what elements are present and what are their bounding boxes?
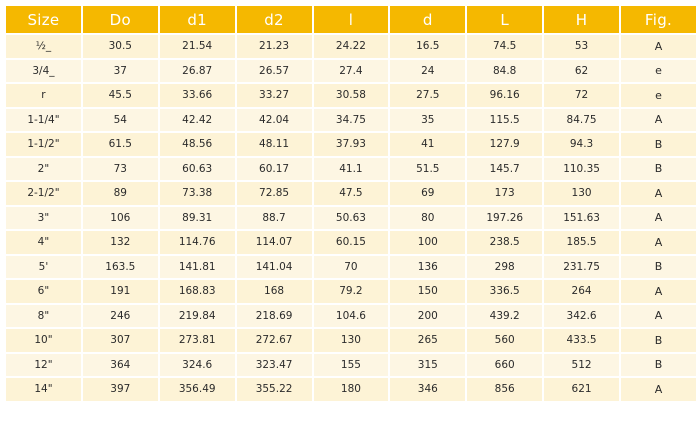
cell-l-lower: 27.4 [314, 60, 389, 83]
cell-l-lower: 47.5 [314, 182, 389, 205]
cell-do: 30.5 [83, 35, 158, 58]
cell-d1: 48.56 [160, 133, 235, 156]
cell-size: 2-1/2" [6, 182, 81, 205]
table-row [6, 329, 696, 352]
cell-d: 80 [390, 207, 465, 230]
cell-l-lower: 70 [314, 256, 389, 279]
cell-d: 69 [390, 182, 465, 205]
cell-do: 61.5 [83, 133, 158, 156]
cell-h: 342.6 [544, 305, 619, 328]
cell-size: r [6, 84, 81, 107]
cell-l-lower: 79.2 [314, 280, 389, 303]
cell-l-upper: 336.5 [467, 280, 542, 303]
cell-d: 16.5 [390, 35, 465, 58]
cell-size: 3/4_ [6, 60, 81, 83]
table-row [6, 182, 696, 205]
table-row [6, 256, 696, 279]
cell-d: 35 [390, 109, 465, 132]
cell-do: 73 [83, 158, 158, 181]
cell-d1: 60.63 [160, 158, 235, 181]
cell-h: 185.5 [544, 231, 619, 254]
cell-d: 41 [390, 133, 465, 156]
cell-size: 1-1/2" [6, 133, 81, 156]
cell-size: 10" [6, 329, 81, 352]
cell-d: 24 [390, 60, 465, 83]
cell-h: 110.35 [544, 158, 619, 181]
table-row [6, 133, 696, 156]
cell-h: 62 [544, 60, 619, 83]
cell-d2: 72.85 [237, 182, 312, 205]
cell-l-upper: 238.5 [467, 231, 542, 254]
cell-d2: 60.17 [237, 158, 312, 181]
cell-size: 3" [6, 207, 81, 230]
header-l-upper: L [467, 6, 542, 33]
table-row [6, 84, 696, 107]
cell-l-upper: 660 [467, 354, 542, 377]
cell-d1: 141.81 [160, 256, 235, 279]
cell-d2: 21.23 [237, 35, 312, 58]
cell-do: 54 [83, 109, 158, 132]
cell-d1: 168.83 [160, 280, 235, 303]
cell-do: 191 [83, 280, 158, 303]
cell-do: 132 [83, 231, 158, 254]
cell-d1: 73.38 [160, 182, 235, 205]
cell-h: 512 [544, 354, 619, 377]
cell-do: 163.5 [83, 256, 158, 279]
cell-l-upper: 298 [467, 256, 542, 279]
cell-l-lower: 155 [314, 354, 389, 377]
cell-do: 307 [83, 329, 158, 352]
cell-size: 5' [6, 256, 81, 279]
cell-d: 150 [390, 280, 465, 303]
cell-l-upper: 74.5 [467, 35, 542, 58]
cell-fig: B [621, 133, 696, 156]
cell-l-upper: 115.5 [467, 109, 542, 132]
cell-d2: 33.27 [237, 84, 312, 107]
header-size: Size [6, 6, 81, 33]
cell-d1: 356.49 [160, 378, 235, 401]
dimension-table [4, 4, 698, 403]
header-d: d [390, 6, 465, 33]
cell-d1: 33.66 [160, 84, 235, 107]
cell-size: 1-1/4" [6, 109, 81, 132]
cell-do: 89 [83, 182, 158, 205]
cell-l-lower: 50.63 [314, 207, 389, 230]
cell-d2: 141.04 [237, 256, 312, 279]
header-row [6, 6, 696, 33]
cell-size: 6" [6, 280, 81, 303]
table-row [6, 60, 696, 83]
table-row [6, 305, 696, 328]
cell-l-lower: 130 [314, 329, 389, 352]
header-d1: d1 [160, 6, 235, 33]
cell-l-lower: 180 [314, 378, 389, 401]
cell-d: 346 [390, 378, 465, 401]
cell-h: 264 [544, 280, 619, 303]
cell-l-upper: 145.7 [467, 158, 542, 181]
cell-h: 53 [544, 35, 619, 58]
cell-d2: 26.57 [237, 60, 312, 83]
cell-d1: 114.76 [160, 231, 235, 254]
cell-l-upper: 84.8 [467, 60, 542, 83]
cell-h: 84.75 [544, 109, 619, 132]
cell-d1: 89.31 [160, 207, 235, 230]
cell-d1: 21.54 [160, 35, 235, 58]
cell-d1: 42.42 [160, 109, 235, 132]
cell-d2: 48.11 [237, 133, 312, 156]
cell-fig: A [621, 305, 696, 328]
cell-do: 364 [83, 354, 158, 377]
cell-size: 14" [6, 378, 81, 401]
header-l-lower: l [314, 6, 389, 33]
cell-fig: B [621, 256, 696, 279]
cell-l-upper: 197.26 [467, 207, 542, 230]
cell-l-upper: 560 [467, 329, 542, 352]
header-do: Do [83, 6, 158, 33]
cell-l-lower: 30.58 [314, 84, 389, 107]
cell-do: 45.5 [83, 84, 158, 107]
cell-d2: 42.04 [237, 109, 312, 132]
table-row [6, 378, 696, 401]
cell-fig: B [621, 329, 696, 352]
cell-size: 4" [6, 231, 81, 254]
cell-l-lower: 60.15 [314, 231, 389, 254]
cell-fig: B [621, 158, 696, 181]
cell-fig: A [621, 280, 696, 303]
cell-l-lower: 24.22 [314, 35, 389, 58]
cell-l-lower: 41.1 [314, 158, 389, 181]
cell-d2: 272.67 [237, 329, 312, 352]
cell-do: 37 [83, 60, 158, 83]
table-row [6, 280, 696, 303]
table-header [6, 6, 696, 33]
cell-l-upper: 96.16 [467, 84, 542, 107]
cell-size: ½_ [6, 35, 81, 58]
cell-l-upper: 439.2 [467, 305, 542, 328]
cell-d1: 26.87 [160, 60, 235, 83]
cell-h: 231.75 [544, 256, 619, 279]
cell-do: 397 [83, 378, 158, 401]
cell-d2: 114.07 [237, 231, 312, 254]
cell-size: 12" [6, 354, 81, 377]
table-row [6, 158, 696, 181]
cell-fig: e [621, 84, 696, 107]
cell-d2: 218.69 [237, 305, 312, 328]
cell-d2: 88.7 [237, 207, 312, 230]
cell-l-upper: 856 [467, 378, 542, 401]
cell-h: 94.3 [544, 133, 619, 156]
table-row [6, 207, 696, 230]
cell-d: 315 [390, 354, 465, 377]
cell-d: 27.5 [390, 84, 465, 107]
cell-fig: e [621, 60, 696, 83]
cell-fig: B [621, 354, 696, 377]
cell-d: 136 [390, 256, 465, 279]
cell-h: 130 [544, 182, 619, 205]
cell-l-lower: 37.93 [314, 133, 389, 156]
table-row [6, 354, 696, 377]
table-row [6, 109, 696, 132]
cell-l-lower: 104.6 [314, 305, 389, 328]
header-h: H [544, 6, 619, 33]
cell-fig: A [621, 182, 696, 205]
cell-d1: 219.84 [160, 305, 235, 328]
cell-fig: A [621, 207, 696, 230]
cell-fig: A [621, 35, 696, 58]
table-body [6, 35, 696, 401]
cell-size: 2" [6, 158, 81, 181]
cell-h: 621 [544, 378, 619, 401]
cell-d2: 355.22 [237, 378, 312, 401]
cell-d2: 168 [237, 280, 312, 303]
cell-d: 200 [390, 305, 465, 328]
cell-h: 72 [544, 84, 619, 107]
header-d2: d2 [237, 6, 312, 33]
cell-l-lower: 34.75 [314, 109, 389, 132]
cell-d: 100 [390, 231, 465, 254]
header-fig: Fig. [621, 6, 696, 33]
cell-h: 433.5 [544, 329, 619, 352]
cell-fig: A [621, 109, 696, 132]
cell-do: 106 [83, 207, 158, 230]
cell-d1: 324.6 [160, 354, 235, 377]
cell-fig: A [621, 378, 696, 401]
cell-l-upper: 173 [467, 182, 542, 205]
cell-size: 8" [6, 305, 81, 328]
cell-h: 151.63 [544, 207, 619, 230]
cell-do: 246 [83, 305, 158, 328]
cell-d: 51.5 [390, 158, 465, 181]
cell-d2: 323.47 [237, 354, 312, 377]
table-row [6, 35, 696, 58]
cell-d1: 273.81 [160, 329, 235, 352]
table-row [6, 231, 696, 254]
cell-fig: A [621, 231, 696, 254]
cell-d: 265 [390, 329, 465, 352]
cell-l-upper: 127.9 [467, 133, 542, 156]
